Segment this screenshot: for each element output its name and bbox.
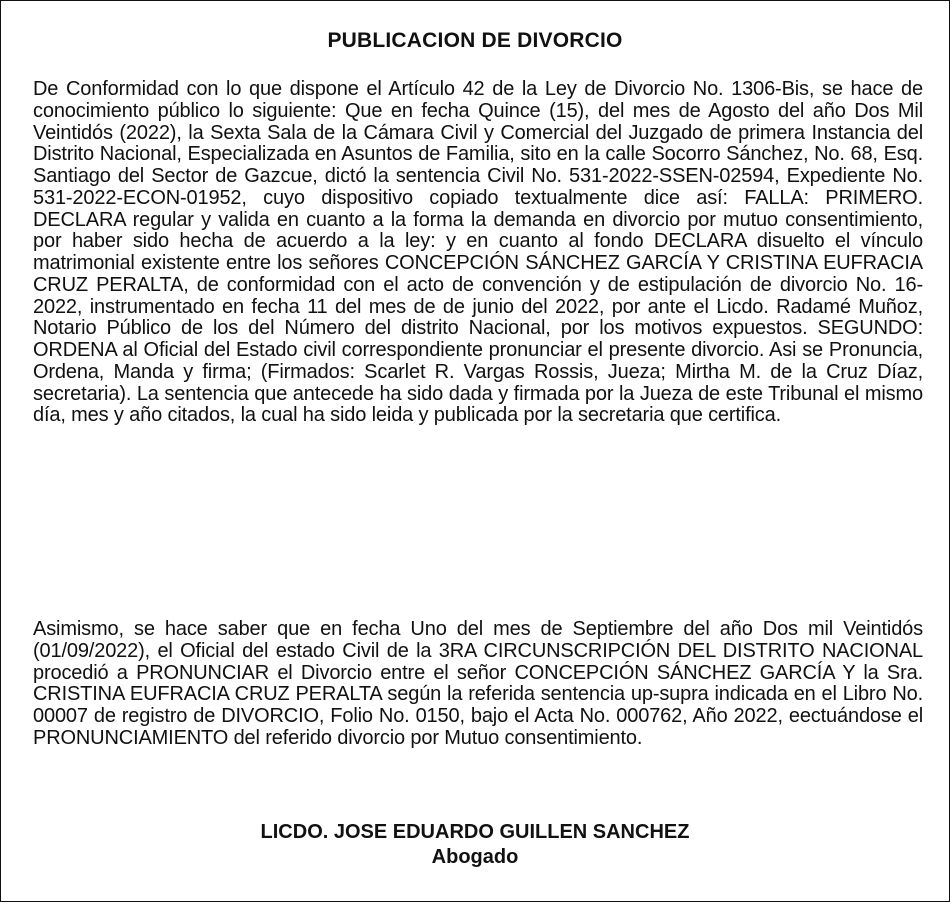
- notice-title: PUBLICACION DE DIVORCIO: [327, 29, 623, 52]
- signature-block: [1, 820, 949, 870]
- signer-title: Abogado: [431, 846, 519, 868]
- notice-paragraph-pronouncement: Asimismo, se hace saber que en fecha Uno del mes de Septiembre del año Dos mil Veintidós (01/09/2022), el Oficial del estado Civil de la 3RA CIRCUNSCRIPCIÓN DEL DISTRITO NACIONAL procedió a PRONUNCIAR el Divorcio entre el señor CONCEPCIÓN SÁNCHEZ GARCÍA Y la Sra. CRISTINA EUFRACIA CRUZ PERALTA según la referida sentencia up-supra indicada en el Libro No. 00007 de registro de DIVORCIO, Folio No. 0150, bajo el Acta No. 000762, Año 2022, eectuándose el PRONUNCIAMIENTO del referido divorcio por Mutuo consentimiento.: [33, 618, 923, 749]
- signer-name: LICDO. JOSE EDUARDO GUILLEN SANCHEZ: [260, 821, 690, 843]
- notice-paragraph-sentence: De Conformidad con lo que dispone el Artículo 42 de la Ley de Divorcio No. 1306-Bis, se hace de conocimiento público lo siguiente: Que en fecha Quince (15), del mes de Agosto del año Dos Mil Veintidós (2022), la Sexta Sala de la Cámara Civil y Comercial del Juzgado de primera Instancia del Distrito Nacional, Especializada en Asuntos de Familia, sito en la calle Socorro Sánchez, No. 68, Esq. Santiago del Sector de Gazcue, dictó la sentencia Civil No. 531-2022-SSEN-02594, Expediente No. 531-2022-ECON-01952, cuyo dispositivo copiado textualmente dice así: FALLA: PRIMERO. DECLARA regular y valida en cuanto a la forma la demanda en divorcio por mutuo consentimiento, por haber sido hecha de acuerdo a la ley: y en cuanto al fondo DECLARA disuelto el vínculo matrimonial existente entre los señores CONCEPCIÓN SÁNCHEZ GARCÍA Y CRISTINA EUFRACIA CRUZ PERALTA, de conformidad con el acto de convención y de estipulación de divorcio No. 16-2022, instrumentado en fecha 11 del mes de de junio del 2022, por ante el Licdo. Radamé Muñoz, Notario Público de los del Número del distrito Nacional, por los motivos expuestos. SEGUNDO: ORDENA al Oficial del Estado civil correspondiente pronunciar el presente divorcio. Asi se Pronuncia, Ordena, Manda y firma; (Firmados: Scarlet R. Vargas Rossis, Jueza; Mirtha M. de la Cruz Díaz, secretaria). La sentencia que antecede ha sido dada y firmada por la Jueza de este Tribunal el mismo día, mes y año citados, la cual ha sido leida y publicada por la secretaria que certifica.: [33, 78, 923, 427]
